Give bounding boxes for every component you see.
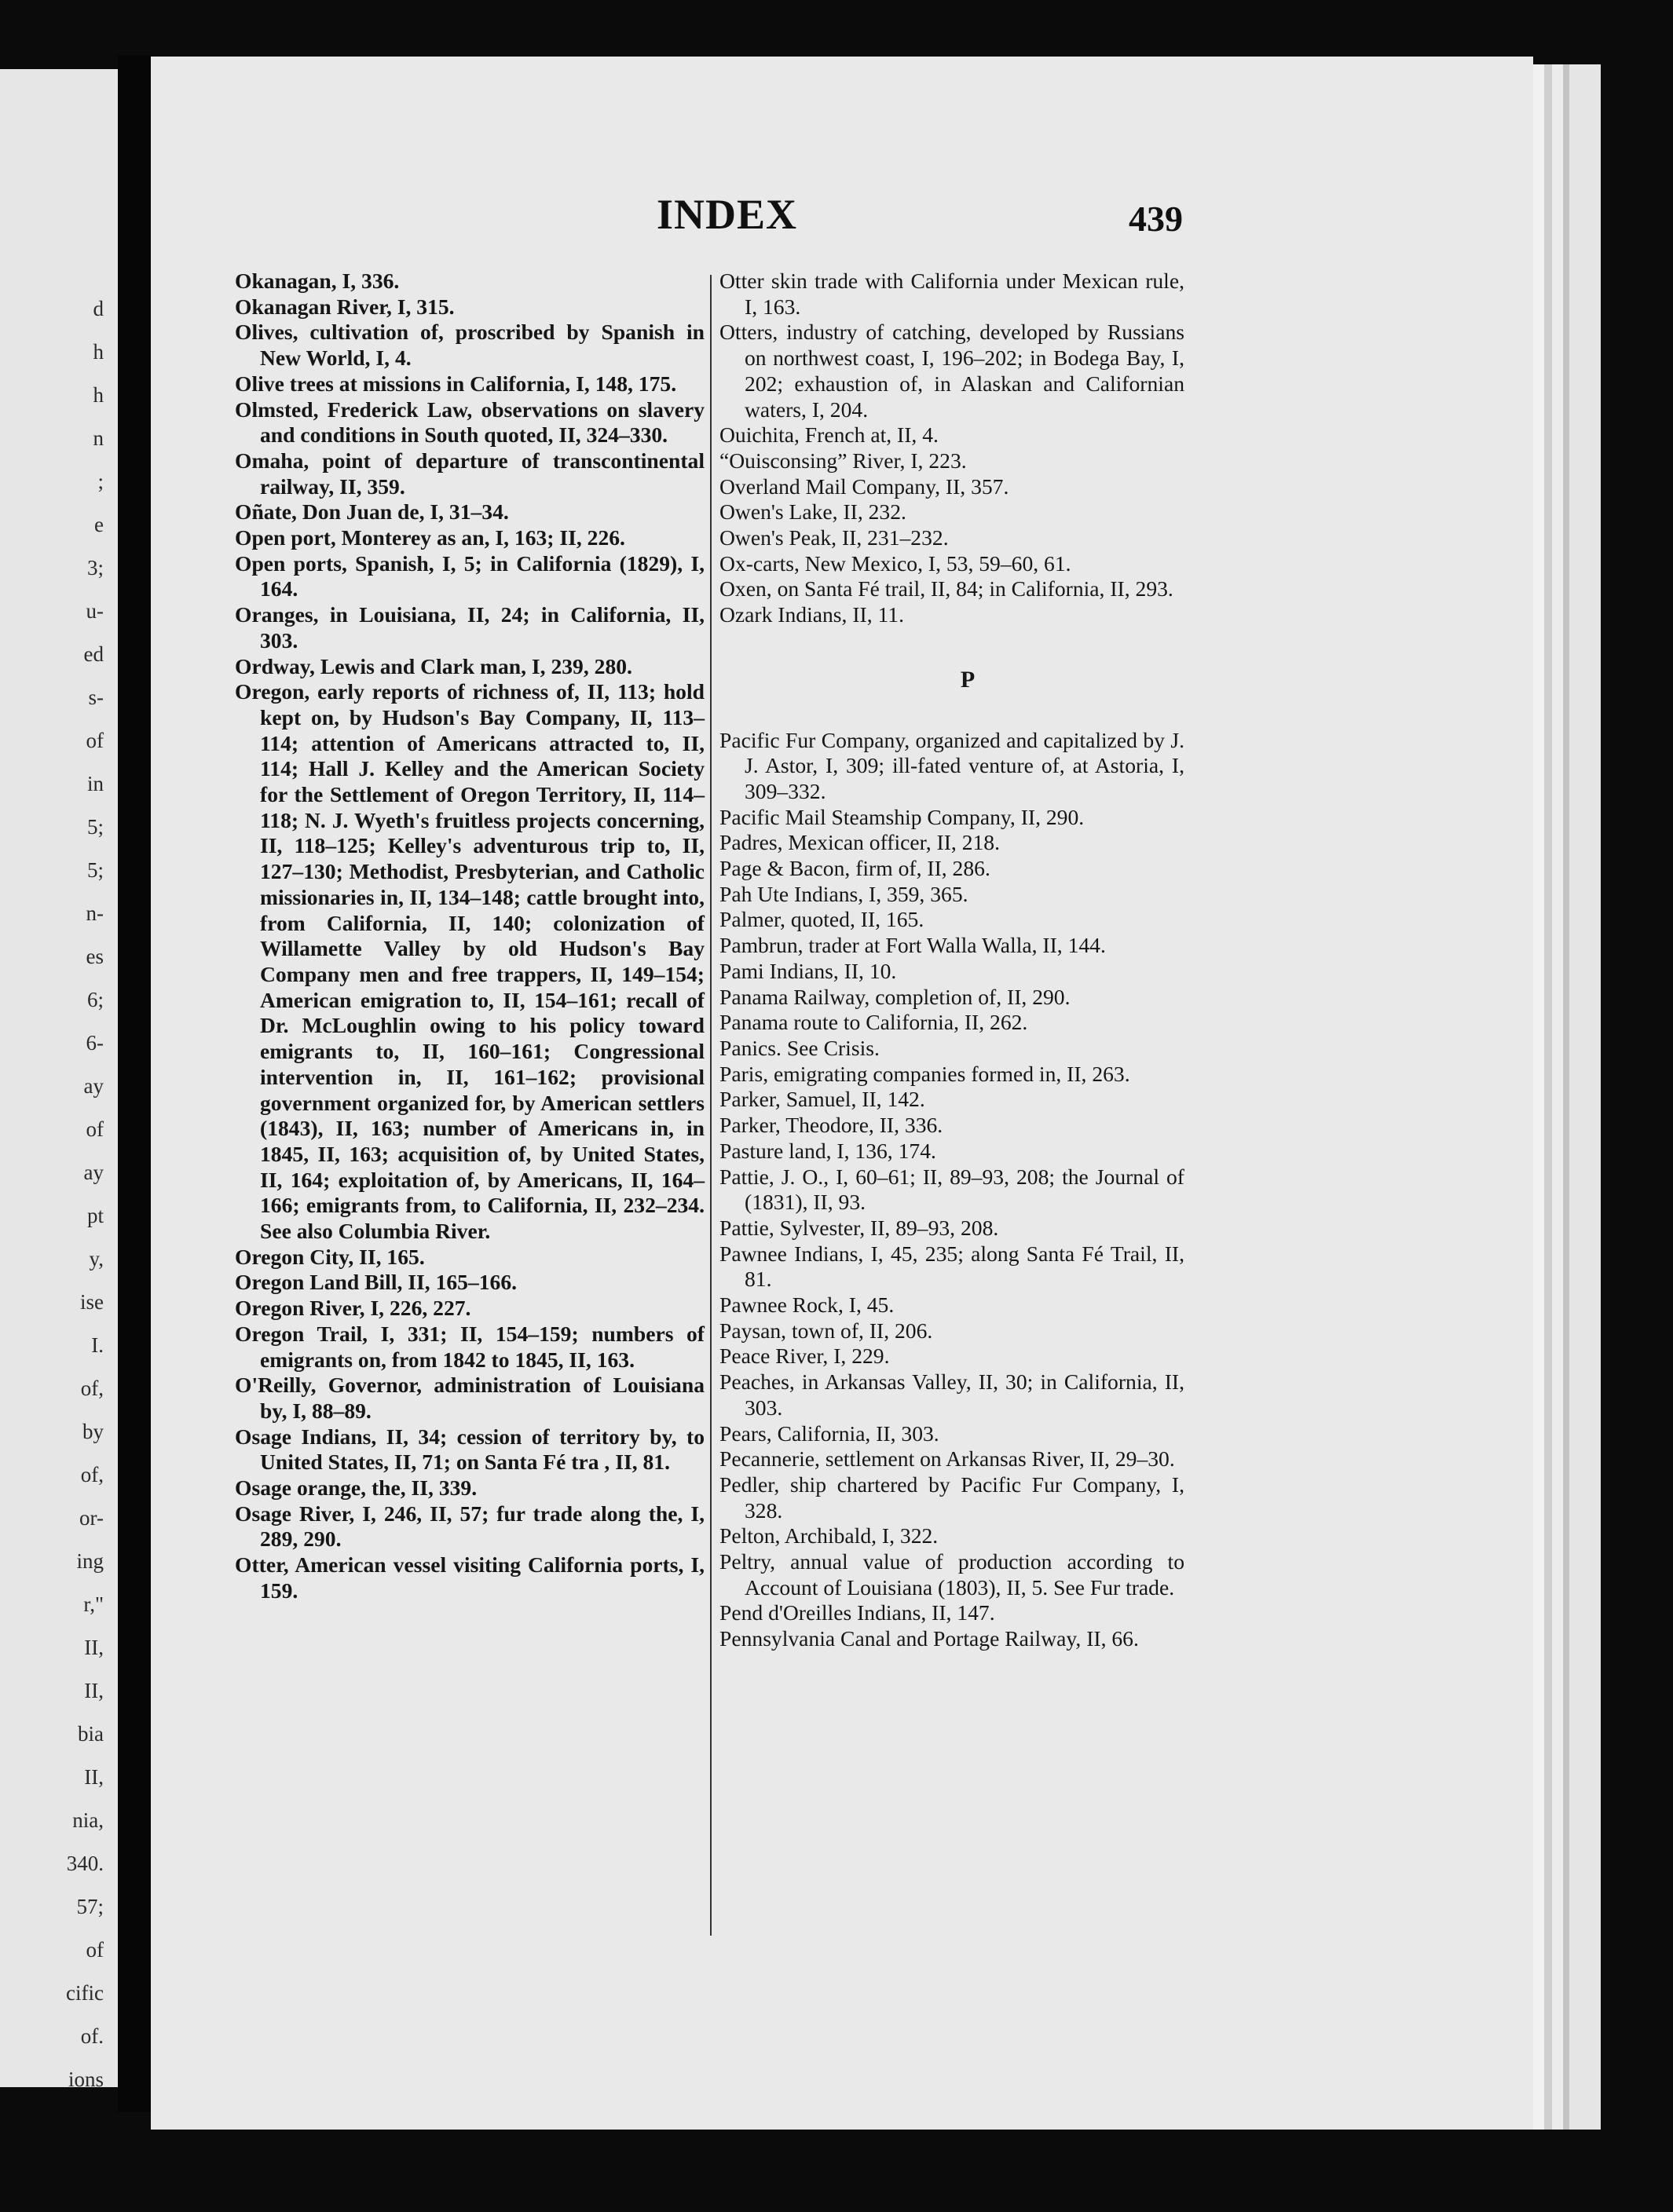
index-entry: Pawnee Rock, I, 45. (719, 1292, 895, 1318)
page-edge (1601, 64, 1613, 2130)
facing-page-text-fragment: h (93, 383, 104, 407)
facing-page-text-fragment: 3; (86, 556, 104, 580)
index-entry: Otter, American vessel visiting California ports, I, 159. (235, 1552, 705, 1603)
index-entry: Olmsted, Frederick Law, observations on slavery and conditions in South quoted, II, 324–330. (235, 397, 705, 448)
index-entry: Open ports, Spanish, I, 5; in California (1829), I, 164. (235, 550, 705, 601)
index-entry: Otters, industry of catching, developed by Russians on northwest coast, I, 196–202; in Bodega Bay, I, 202; exhaustion of, in Alaskan and Californian waters, I, 204. (719, 320, 1184, 422)
index-entry: Otter skin trade with California under Mexican rule, I, 163. (719, 269, 1184, 319)
page-edge (1552, 64, 1563, 2130)
facing-page-text-fragment: of. (80, 2024, 104, 2048)
facing-page-text-fragment: es (86, 945, 104, 968)
facing-page-text-fragment: in (86, 772, 104, 795)
index-entry: Oranges, in Louisiana, II, 24; in California, II, 303. (235, 602, 705, 653)
index-entry: Paysan, town of, II, 206. (719, 1318, 933, 1343)
index-entry: Peace River, I, 229. (719, 1344, 890, 1369)
index-entry: Parker, Theodore, II, 336. (719, 1113, 943, 1138)
index-entry: Panama Railway, completion of, II, 290. (719, 984, 1071, 1009)
facing-page-text-fragment: ed (83, 642, 104, 666)
index-entry: Oregon Trail, I, 331; II, 154–159; numbers of emigrants on, from 1842 to 1845, II, 163. (235, 1321, 705, 1372)
index-entry: Pambrun, trader at Fort Walla Walla, II, 144. (719, 933, 1106, 958)
index-section-o (719, 269, 1184, 628)
index-entry: Pasture land, I, 136, 174. (719, 1138, 936, 1163)
index-entry: Overland Mail Company, II, 357. (719, 473, 1009, 499)
index-entry: Paris, emigrating companies formed in, II, 263. (719, 1061, 1130, 1086)
page-edge (1563, 64, 1569, 2130)
facing-page-text-fragment: II, (84, 1636, 104, 1659)
index-entry: Oxen, on Santa Fé trail, II, 84; in California, II, 293. (719, 576, 1173, 601)
facing-page-text-fragment: I. (91, 1333, 104, 1357)
index-entry: O'Reilly, Governor, administration of Louisiana by, I, 88–89. (235, 1373, 705, 1423)
page-edge (1544, 64, 1552, 2130)
page-edge (1569, 64, 1601, 2130)
page-edge (1533, 64, 1544, 2130)
facing-page-text-fragment: ay (83, 1161, 104, 1184)
index-entry: Oregon, early reports of richness of, II, 113; hold kept on, by Hudson's Bay Company, II, 113–114; attention of Americans attracted to, II, 114; Hall J. Kelley and the American Society for the Settlement of Oregon Territory, II, 114–118; N. J. Wyeth's fruitless projects concerning, II, 118–125; Kelley's adventurous trip to, II, 127–130; Methodist, Presbyterian, and Catholic missionaries in, II, 134–148; cattle brought into, from California, II, 140; colonization of Willamette Valley by old Hudson's Bay Company men and free trappers, II, 149–154; American emigration to, II, 154–161; recall of Dr. McLoughlin owing to his policy toward emigrants to, II, 160–161; Congressional intervention in, II, 161–162; provisional government organized for, by American settlers (1843), II, 163; number of Americans in, in 1845, II, 163; acquisition of, by United States, II, 164; exploitation of, by Americans, II, 164–166; emigrants from, to California, II, 232–234. See also Columbia River. (235, 679, 705, 1244)
facing-page-text-fragment: pt (86, 1204, 104, 1227)
facing-page-text-fragment: r," (83, 1592, 104, 1616)
index-entry: Pecannerie, settlement on Arkansas River, II, 29–30. (719, 1446, 1175, 1472)
facing-page-text-fragment: ing (76, 1549, 104, 1573)
index-entry: Ouichita, French at, II, 4. (719, 422, 939, 448)
facing-page-text-fragment: 5; (86, 858, 104, 882)
facing-page-text-fragment: n (93, 426, 104, 450)
facing-page-text-fragment: of (86, 1117, 104, 1141)
page-title: INDEX (657, 191, 798, 238)
index-entry: Okanagan, I, 336. (235, 269, 400, 293)
facing-page-text-fragment: 57; (76, 1895, 104, 1918)
facing-page-text-fragment: u- (86, 599, 104, 623)
index-entry: Oñate, Don Juan de, I, 31–34. (235, 499, 509, 525)
index-entry: Page & Bacon, firm of, II, 286. (719, 856, 990, 881)
index-entry: Omaha, point of departure of transcontinental railway, II, 359. (235, 448, 705, 499)
index-entry: Oregon Land Bill, II, 165–166. (235, 1270, 518, 1295)
index-entry: Pacific Mail Steamship Company, II, 290. (719, 804, 1085, 829)
index-entry: Osage Indians, II, 34; cession of territory by, to United States, II, 71; on Santa Fé tra , II, 81. (235, 1424, 705, 1475)
index-entry: Pawnee Indians, I, 45, 235; along Santa Fé Trail, II, 81. (719, 1241, 1184, 1292)
index-entry: Pennsylvania Canal and Portage Railway, II, 66. (719, 1626, 1139, 1651)
index-entry: “Ouisconsing” River, I, 223. (719, 448, 967, 473)
index-entry: Ozark Indians, II, 11. (719, 602, 904, 627)
index-entry: Owen's Peak, II, 231–232. (719, 525, 949, 550)
facing-page-text-fragment: ; (97, 470, 104, 493)
index-section-p (719, 728, 1184, 1652)
index-entry: Okanagan River, I, 315. (235, 294, 455, 319)
facing-page-text-fragment: d (93, 297, 104, 320)
index-entry: Owen's Lake, II, 232. (719, 499, 906, 525)
section-letter-heading: P (960, 666, 976, 693)
facing-page-text-fragment: cific (66, 1981, 104, 2005)
facing-page-text-fragment: by (82, 1420, 104, 1443)
facing-page-text-fragment: 6; (86, 988, 104, 1011)
facing-page-text-fragment: of, (80, 1463, 104, 1486)
facing-page-text-fragment: 6- (86, 1031, 104, 1055)
facing-page-text-fragment: 340. (66, 1852, 104, 1875)
index-entry: Oregon River, I, 226, 227. (235, 1296, 471, 1321)
index-entry: Pattie, J. O., I, 60–61; II, 89–93, 208; the Journal of (1831), II, 93. (719, 1164, 1184, 1215)
index-entry: Olives, cultivation of, proscribed by Spanish in New World, I, 4. (235, 320, 705, 371)
facing-page-text-fragment: ise (80, 1290, 104, 1314)
page-number: 439 (1129, 199, 1183, 239)
index-entry: Pah Ute Indians, I, 359, 365. (719, 881, 968, 906)
index-entry: Oregon City, II, 165. (235, 1244, 425, 1269)
facing-page-text-fragment: II, (84, 1679, 104, 1702)
column-divider (710, 275, 712, 1936)
index-entry: Pattie, Sylvester, II, 89–93, 208. (719, 1215, 999, 1240)
facing-page-text-fragment: ay (83, 1074, 104, 1098)
facing-page-text-fragment: n- (86, 901, 104, 925)
book-gutter (118, 55, 151, 2112)
index-entry: Padres, Mexican officer, II, 218. (719, 830, 1000, 855)
facing-page-text-fragment: e (94, 513, 104, 536)
index-entry: Pears, California, II, 303. (719, 1420, 939, 1446)
facing-page-text-fragment: of (86, 1938, 104, 1962)
index-column-right (719, 269, 1184, 1652)
facing-page-text-fragment: ions (68, 2068, 104, 2087)
index-entry: Pelton, Archibald, I, 322. (719, 1523, 939, 1548)
index-entry: Open port, Monterey as an, I, 163; II, 226. (235, 525, 625, 550)
facing-page-text-fragment: s- (88, 686, 104, 709)
facing-page-text-fragment: bia (78, 1722, 104, 1746)
index-entry: Pend d'Oreilles Indians, II, 147. (719, 1600, 995, 1625)
index-column-left (235, 269, 705, 1604)
facing-page-edge (0, 69, 118, 2087)
index-entry: Osage orange, the, II, 339. (235, 1475, 478, 1501)
index-entry: Ox-carts, New Mexico, I, 53, 59–60, 61. (719, 550, 1071, 576)
facing-page-text-fragment: II, (84, 1765, 104, 1789)
facing-page-text-fragment: h (93, 340, 104, 364)
index-entry: Pami Indians, II, 10. (719, 958, 897, 983)
index-entry: Olive trees at missions in California, I, 148, 175. (235, 371, 677, 396)
index-entry: Ordway, Lewis and Clark man, I, 239, 280. (235, 653, 632, 678)
index-entry: Parker, Samuel, II, 142. (719, 1087, 925, 1112)
index-entry: Panics. See Crisis. (719, 1035, 880, 1060)
index-entry: Pedler, ship chartered by Pacific Fur Company, I, 328. (719, 1472, 1184, 1523)
index-entry: Palmer, quoted, II, 165. (719, 907, 924, 932)
index-entry: Peltry, annual value of production according to Account of Louisiana (1803), II, 5. See Fur trade. (719, 1549, 1184, 1600)
facing-page-text-fragment: of, (80, 1377, 104, 1400)
facing-page-text-fragment: nia, (72, 1808, 104, 1832)
facing-page-text-fragment: 5; (86, 815, 104, 839)
index-entry: Peaches, in Arkansas Valley, II, 30; in California, II, 303. (719, 1369, 1184, 1420)
facing-page-text-fragment: y, (89, 1247, 104, 1271)
index-entry: Osage River, I, 246, II, 57; fur trade along the, I, 289, 290. (235, 1501, 705, 1552)
index-entry: Panama route to California, II, 262. (719, 1010, 1028, 1035)
facing-page-text-fragment: or- (79, 1506, 104, 1530)
index-entry: Pacific Fur Company, organized and capitalized by J. J. Astor, I, 309; ill-fated venture of, at Astoria, I, 309–332. (719, 727, 1184, 803)
facing-page-text-fragment: of (86, 729, 104, 752)
